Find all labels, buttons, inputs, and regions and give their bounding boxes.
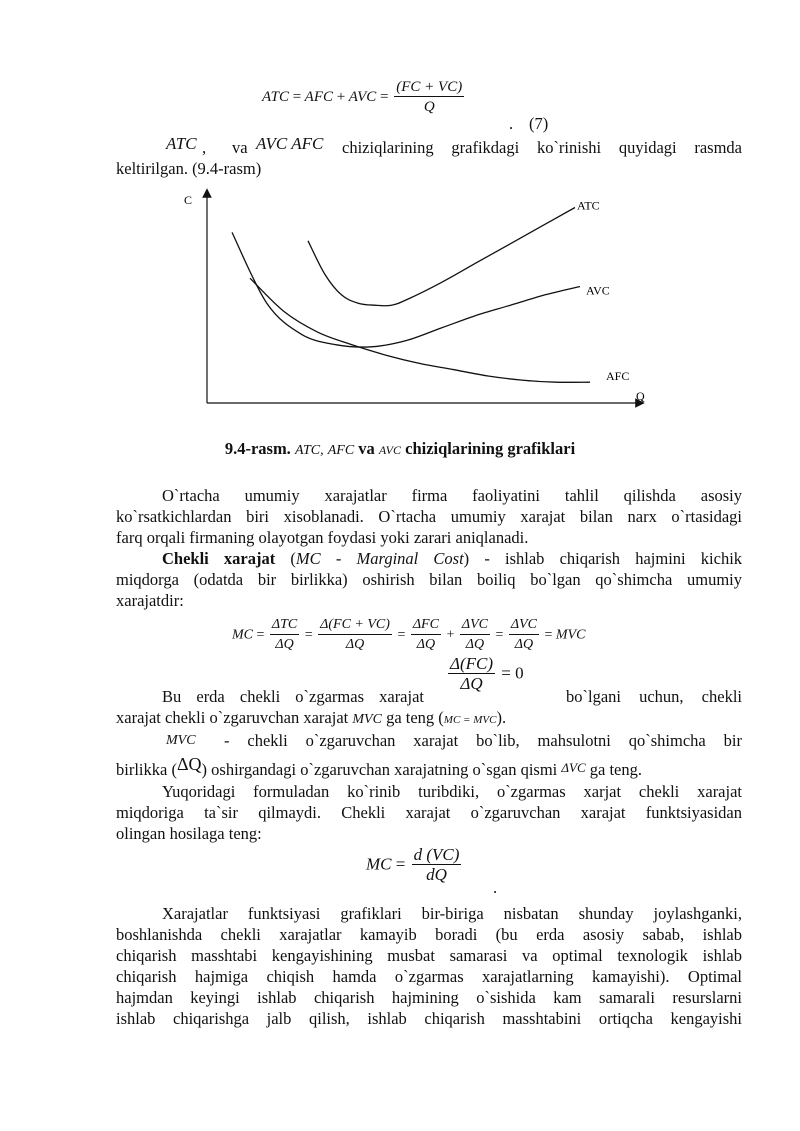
curves-group (232, 199, 629, 384)
deriv-dot: . (493, 878, 498, 897)
p2-paren: ( (290, 549, 296, 568)
mc-eq1: = (256, 627, 265, 643)
p1-line3: farq orqali firmaning olayotgan foydasi yoki zarari aniqlanadi. (116, 528, 529, 547)
p6-line4: chiqarish hajmiga chiqish hamda o`zgarmas xarajatlarning kamayishi). Optimal (116, 967, 742, 986)
p3-mc-eq: MC = MVC (443, 714, 497, 726)
p4-l2b: ) oshirgandagi o`zgaruvchan xarajatning o`sgan qismi (201, 760, 558, 779)
p3-l1b: bo`lgani uchun, chekli (566, 687, 742, 706)
formula-fraction (394, 78, 464, 117)
p5-line1: Yuqoridagi formuladan ko`rinib turibdiki, o`zgarmas xarjat chekli xarajat (162, 782, 742, 801)
p3-mvc: MVC (352, 712, 382, 727)
fraction-denominator: Q (423, 99, 435, 115)
mc-f4n: ΔVC (460, 616, 490, 635)
formula-derivative (366, 846, 463, 885)
paragraph-6 (116, 903, 742, 1029)
paragraph-2 (116, 548, 742, 611)
fc-eq-zero: = 0 (501, 663, 524, 683)
fraction-numerator: (FC + VC) (396, 79, 463, 95)
formula-7 (262, 78, 466, 117)
p4-mvc: MVC (166, 733, 196, 748)
p4-delta-vc: ΔVC (561, 760, 586, 775)
intro-va: va (232, 138, 248, 157)
deriv-eq: = (395, 854, 406, 874)
intro-atc: ATC (166, 134, 197, 153)
atc-curve (308, 208, 575, 306)
fc-num: Δ(FC) (450, 654, 494, 673)
deriv-lhs: MC (366, 854, 392, 874)
paragraph-5 (116, 781, 742, 844)
intro-line2: keltirilgan. (9.4-rasm) (116, 159, 262, 178)
mc-f4d: ΔQ (465, 637, 485, 652)
afc-label: AFC (606, 369, 630, 384)
p6-line6: ishlab chiqarishga jalb qilish, ishlab chiqarish masshtabini ortiqcha kengayishi (116, 1009, 742, 1028)
intro-avc-afc: AVC AFC (256, 134, 324, 153)
p2-marginal-cost: Marginal Cost (356, 549, 464, 568)
p3-line1 (116, 686, 742, 707)
caption-label: 9.4-rasm. (224, 439, 291, 458)
p1-line2: ko`rsatkichlardan biri xisoblanadi. O`rtacha umumiy xarajat bilan narx o`rtasidagi (116, 507, 742, 526)
caption-afc: AFC (327, 443, 355, 458)
atc-label: ATC (577, 198, 600, 213)
p3-l2c: ). (496, 708, 507, 727)
mc-rhs: MVC (555, 627, 586, 643)
p2-rest: ) - ishlab chiqarish hajmini kichik (463, 549, 743, 568)
p2-dash: - (335, 549, 342, 568)
intro-comma: , (202, 138, 207, 157)
avc-curve (232, 232, 580, 347)
caption-atc: ATC, (294, 443, 324, 458)
p4-delta-q: ΔQ (176, 754, 202, 774)
formula-atc: ATC (262, 88, 289, 105)
mc-eq2: = (304, 627, 313, 643)
term-chekli-xarajat: Chekli xarajat (162, 549, 276, 568)
mc-f2d: ΔQ (345, 637, 365, 652)
p1-line1: O`rtacha umumiy xarajatlar firma faoliyatini tahlil qilishda asosiy (162, 486, 742, 505)
p5-line3: olingan hosilaga teng: (116, 824, 262, 843)
mc-eq5: = (544, 627, 553, 643)
deriv-frac (412, 846, 462, 885)
mc-eq3: = (397, 627, 406, 643)
p2-line2: miqdorga (odatda bir birlikka) oshirish bilan boiliq bo`lgan qo`shimcha umumiy (116, 570, 742, 589)
mc-f5n: ΔVC (509, 616, 539, 635)
equation-number: (7) (529, 114, 549, 133)
deriv-num: d (VC) (413, 845, 460, 864)
formula-afc: AFC (304, 88, 333, 105)
y-axis-label: C (184, 193, 193, 207)
formula-avc: AVC (348, 88, 377, 105)
intro-text: chiziqlarining grafikdagi ko`rinishi quyidagi rasmda (342, 138, 742, 157)
x-axis-label: Q (636, 389, 645, 403)
mc-frac1 (270, 616, 299, 655)
p6-line1: Xarajatlar funktsiyasi grafiklari bir-biriga nisbatan shunday joylashganki, (162, 904, 742, 923)
p2-line3: xarajatdir: (116, 591, 184, 610)
p3-l1a: Bu erda chekli o`zgarmas xarajat (162, 687, 424, 706)
figure-caption (0, 439, 800, 463)
caption-va: va (358, 439, 375, 458)
mc-frac5 (509, 616, 539, 655)
mc-frac4 (460, 616, 490, 655)
p3-line2 (116, 707, 742, 731)
fc-den: ΔQ (460, 674, 483, 693)
cost-curves-chart (150, 185, 670, 415)
caption-text: chiziqlarining grafiklari (405, 439, 576, 458)
p4-l1: - chekli o`zgaruvchan xarajat bo`lib, mahsulotni qo`shimcha bir (224, 731, 742, 750)
paragraph-1 (116, 485, 742, 548)
mc-f1d: ΔQ (275, 637, 294, 652)
p6-line3: chiqarish masshtabi kengayishining musbat samarasi va optimal texnologik ishlab (116, 946, 742, 965)
formula-eq2: = (380, 88, 389, 105)
intro-line (116, 133, 742, 157)
mc-eq4: = (495, 627, 504, 643)
mc-plus: + (446, 627, 455, 643)
mc-f3n: ΔFC (411, 616, 441, 635)
mc-f1n: ΔTC (270, 616, 299, 635)
p4-line1 (116, 730, 742, 752)
avc-label: AVC (586, 283, 610, 298)
formula-mc (232, 616, 585, 655)
p4-l2a: birlikka ( (116, 760, 177, 779)
p6-line2: boshlanishda chekli xarajatlar kamayib boradi (bu erda asosiy sabab, ishlab (116, 925, 742, 944)
p3-l2a: xarajat chekli o`zgaruvchan xarajat (116, 708, 349, 727)
p2-line1 (116, 548, 742, 569)
p3-l2b: ga teng ( (386, 708, 444, 727)
p4-line2 (116, 754, 756, 781)
mc-frac2 (318, 616, 392, 655)
p6-line5: hajmdan keyingi ishlab chiqarish hajmining o`sishida kam samarali resurslarni (116, 988, 742, 1007)
deriv-den: dQ (426, 865, 447, 884)
mc-frac3 (411, 616, 441, 655)
p5-line2: miqdoriga ta`sir qilmaydi. Chekli xarajat o`zgaruvchan xarajat funktsiyasidan (116, 803, 742, 822)
formula-eq: = (292, 88, 302, 105)
mc-lhs: MC (232, 627, 253, 643)
mc-f5d: ΔQ (514, 637, 534, 652)
formula-dot: . (509, 114, 514, 133)
caption-avc: AVC (378, 443, 401, 457)
formula-plus: + (336, 88, 346, 105)
p2-mc: MC (295, 549, 321, 568)
mc-f2n: Δ(FC + VC) (318, 616, 392, 635)
p4-l2c: ga teng. (589, 760, 642, 779)
mc-f3d: ΔQ (416, 637, 436, 652)
